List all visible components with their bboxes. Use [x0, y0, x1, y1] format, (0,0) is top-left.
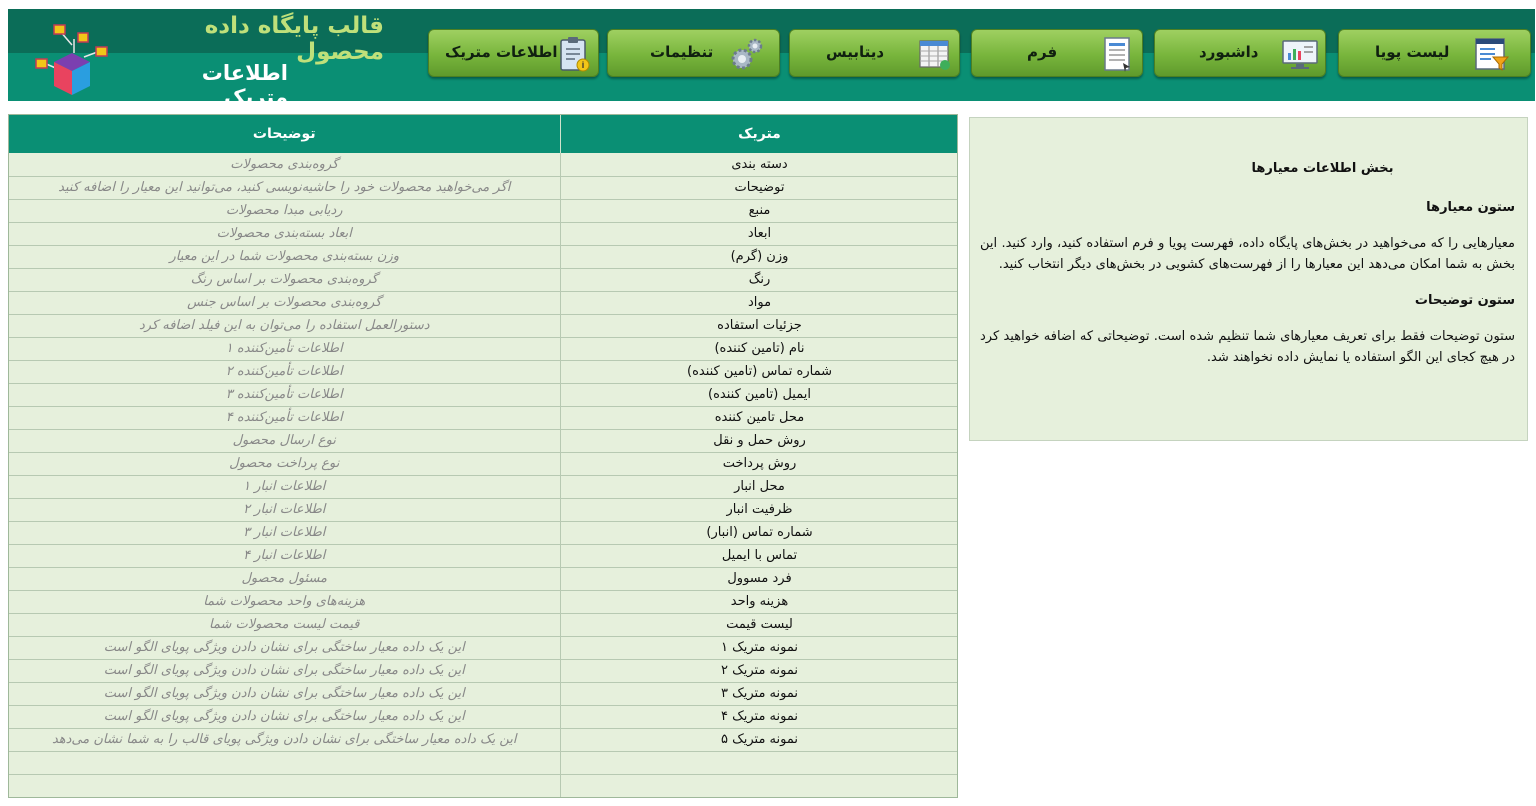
metric-cell[interactable]: نمونه متریک ۳: [560, 682, 958, 705]
spreadsheet-icon: [916, 35, 954, 73]
column-header-metric: متریک: [560, 115, 958, 153]
nav-label-metric-info: اطلاعات متریک: [445, 43, 558, 61]
metric-cell[interactable]: [560, 751, 958, 774]
database-cube-logo-icon: [30, 19, 114, 99]
nav-button-dynamic-list[interactable]: [1338, 29, 1531, 77]
metric-cell[interactable]: هزینه واحد: [560, 590, 958, 613]
metric-cell[interactable]: منبع: [560, 199, 958, 222]
nav-button-dashboard[interactable]: [1154, 29, 1326, 77]
table-row: [9, 452, 958, 475]
metric-cell[interactable]: ابعاد: [560, 222, 958, 245]
description-cell[interactable]: اطلاعات تأمین‌کننده ۱: [9, 337, 560, 360]
table-row: [9, 291, 958, 314]
description-cell[interactable]: این یک داده معیار ساختگی برای نشان دادن ویژگی پویای الگو است: [9, 705, 560, 728]
description-cell[interactable]: اطلاعات انبار ۳: [9, 521, 560, 544]
table-row: [9, 176, 958, 199]
description-cell[interactable]: ردیابی مبدا محصولات: [9, 199, 560, 222]
gears-icon: [728, 35, 766, 73]
info-section2-text: ستون توضیحات فقط برای تعریف معیارهای شما تنظیم شده است. توضیحاتی که اضافه خواهید کرد در هیچ کجای این الگو استفاده یا نمایش داده نخواهند شد.: [980, 329, 1515, 365]
nav-button-settings[interactable]: [607, 29, 780, 77]
description-cell[interactable]: وزن بسته‌بندی محصولات شما در این معیار: [9, 245, 560, 268]
table-row: [9, 544, 958, 567]
info-section1-title: ستون معیارها: [1426, 200, 1515, 215]
svg-text:i: i: [581, 60, 585, 70]
table-row: [9, 521, 958, 544]
description-cell[interactable]: [9, 751, 560, 774]
description-cell[interactable]: ابعاد بسته‌بندی محصولات: [9, 222, 560, 245]
metric-cell[interactable]: [560, 774, 958, 797]
description-cell[interactable]: این یک داده معیار ساختگی برای نشان دادن ویژگی پویای الگو است: [9, 659, 560, 682]
description-cell[interactable]: اطلاعات انبار ۴: [9, 544, 560, 567]
description-cell[interactable]: این یک داده معیار ساختگی برای نشان دادن ویژگی پویای الگو است: [9, 682, 560, 705]
table-row: [9, 728, 958, 751]
metric-cell[interactable]: جزئیات استفاده: [560, 314, 958, 337]
table-row: [9, 406, 958, 429]
description-cell[interactable]: این یک داده معیار ساختگی برای نشان دادن ویژگی پویای الگو است: [9, 636, 560, 659]
page-title: اطلاعات متریک: [201, 61, 288, 109]
info-title: بخش اطلاعات معیارها: [1251, 161, 1394, 176]
metric-cell[interactable]: ایمیل (تامین کننده): [560, 383, 958, 406]
table-row: [9, 636, 958, 659]
info-section2-title: ستون توضیحات: [1414, 293, 1515, 308]
filter-list-icon: [1473, 35, 1511, 73]
table-row: [9, 245, 958, 268]
table-row: [9, 360, 958, 383]
table-row: [9, 337, 958, 360]
nav-label-dynamic-list: لیست پویا: [1375, 43, 1450, 61]
table-row: [9, 567, 958, 590]
description-cell[interactable]: نوع پرداخت محصول: [9, 452, 560, 475]
table-header-row: [9, 115, 958, 153]
description-cell[interactable]: گروه‌بندی محصولات بر اساس جنس: [9, 291, 560, 314]
table-row: [9, 498, 958, 521]
metrics-table: [8, 114, 958, 798]
column-header-description: توضیحات: [9, 115, 560, 153]
nav-button-database[interactable]: [789, 29, 960, 77]
description-cell[interactable]: اطلاعات تأمین‌کننده ۳: [9, 383, 560, 406]
description-cell[interactable]: مسئول محصول: [9, 567, 560, 590]
metric-cell[interactable]: نمونه متریک ۲: [560, 659, 958, 682]
description-cell[interactable]: اطلاعات انبار ۲: [9, 498, 560, 521]
metric-cell[interactable]: شماره تماس (انبار): [560, 521, 958, 544]
table-row: [9, 705, 958, 728]
metric-cell[interactable]: دسته بندی: [560, 153, 958, 176]
description-cell[interactable]: [9, 774, 560, 797]
form-document-icon: [1098, 35, 1136, 73]
metric-cell[interactable]: ظرفیت انبار: [560, 498, 958, 521]
table-row: [9, 659, 958, 682]
table-row: [9, 613, 958, 636]
nav-button-metric-info[interactable]: [428, 29, 599, 77]
app-title: قالب پایگاه داده محصول: [204, 13, 384, 65]
metric-cell[interactable]: توضیحات: [560, 176, 958, 199]
table-row: [9, 268, 958, 291]
metric-cell[interactable]: وزن (گرم): [560, 245, 958, 268]
table-row: [9, 774, 958, 797]
description-cell[interactable]: قیمت لیست محصولات شما: [9, 613, 560, 636]
monitor-chart-icon: [1281, 35, 1319, 73]
description-cell[interactable]: دستورالعمل استفاده را می‌توان به این فیلد اضافه کرد: [9, 314, 560, 337]
metric-cell[interactable]: مواد: [560, 291, 958, 314]
description-cell[interactable]: اطلاعات تأمین‌کننده ۲: [9, 360, 560, 383]
table-row: [9, 383, 958, 406]
table-row: [9, 222, 958, 245]
clipboard-info-icon: [555, 35, 593, 73]
description-cell[interactable]: نوع ارسال محصول: [9, 429, 560, 452]
table-row: [9, 475, 958, 498]
description-cell[interactable]: اطلاعات انبار ۱: [9, 475, 560, 498]
metric-cell[interactable]: نمونه متریک ۴: [560, 705, 958, 728]
table-row: [9, 429, 958, 452]
nav-label-database: دیتابیس: [826, 43, 885, 61]
metric-cell[interactable]: روش حمل و نقل: [560, 429, 958, 452]
metric-cell[interactable]: نام (تامین کننده): [560, 337, 958, 360]
metric-cell[interactable]: نمونه متریک ۱: [560, 636, 958, 659]
table-row: [9, 682, 958, 705]
nav-button-form[interactable]: [971, 29, 1143, 77]
description-cell[interactable]: گروه‌بندی محصولات: [9, 153, 560, 176]
metric-cell[interactable]: تماس با ایمیل: [560, 544, 958, 567]
description-cell[interactable]: هزینه‌های واحد محصولات شما: [9, 590, 560, 613]
nav-label-dashboard: داشبورد: [1199, 43, 1259, 61]
table-row: [9, 590, 958, 613]
metric-cell[interactable]: روش پرداخت: [560, 452, 958, 475]
description-cell[interactable]: اگر می‌خواهید محصولات خود را حاشیه‌نویسی کنید، می‌توانید این معیار را اضافه کنید: [9, 176, 560, 199]
table-row: [9, 153, 958, 176]
nav-label-form: فرم: [1027, 43, 1058, 61]
metric-cell[interactable]: لیست قیمت: [560, 613, 958, 636]
metric-cell[interactable]: رنگ: [560, 268, 958, 291]
table-row: [9, 314, 958, 337]
metric-cell[interactable]: شماره تماس (تامین کننده): [560, 360, 958, 383]
metric-cell[interactable]: نمونه متریک ۵: [560, 728, 958, 751]
description-cell[interactable]: گروه‌بندی محصولات بر اساس رنگ: [9, 268, 560, 291]
description-cell[interactable]: این یک داده معیار ساختگی برای نشان دادن ویژگی پویای قالب را به شما نشان می‌دهد: [9, 728, 560, 751]
info-section1-text: معیارهایی را که می‌خواهید در بخش‌های پایگاه داده، فهرست پویا و فرم استفاده کنید، وارد کنید. این بخش به شما امکان می‌دهد این معیارها را از فهرست‌های کشویی در بخش‌های دیگر انتخاب کنید.: [980, 236, 1515, 272]
metric-cell[interactable]: محل تامین کننده: [560, 406, 958, 429]
header-bar: [8, 9, 1535, 109]
metric-cell[interactable]: فرد مسوول: [560, 567, 958, 590]
info-panel: [969, 117, 1528, 441]
metric-cell[interactable]: محل انبار: [560, 475, 958, 498]
table-row: [9, 751, 958, 774]
table-row: [9, 199, 958, 222]
nav-label-settings: تنظیمات: [650, 43, 714, 61]
description-cell[interactable]: اطلاعات تأمین‌کننده ۴: [9, 406, 560, 429]
